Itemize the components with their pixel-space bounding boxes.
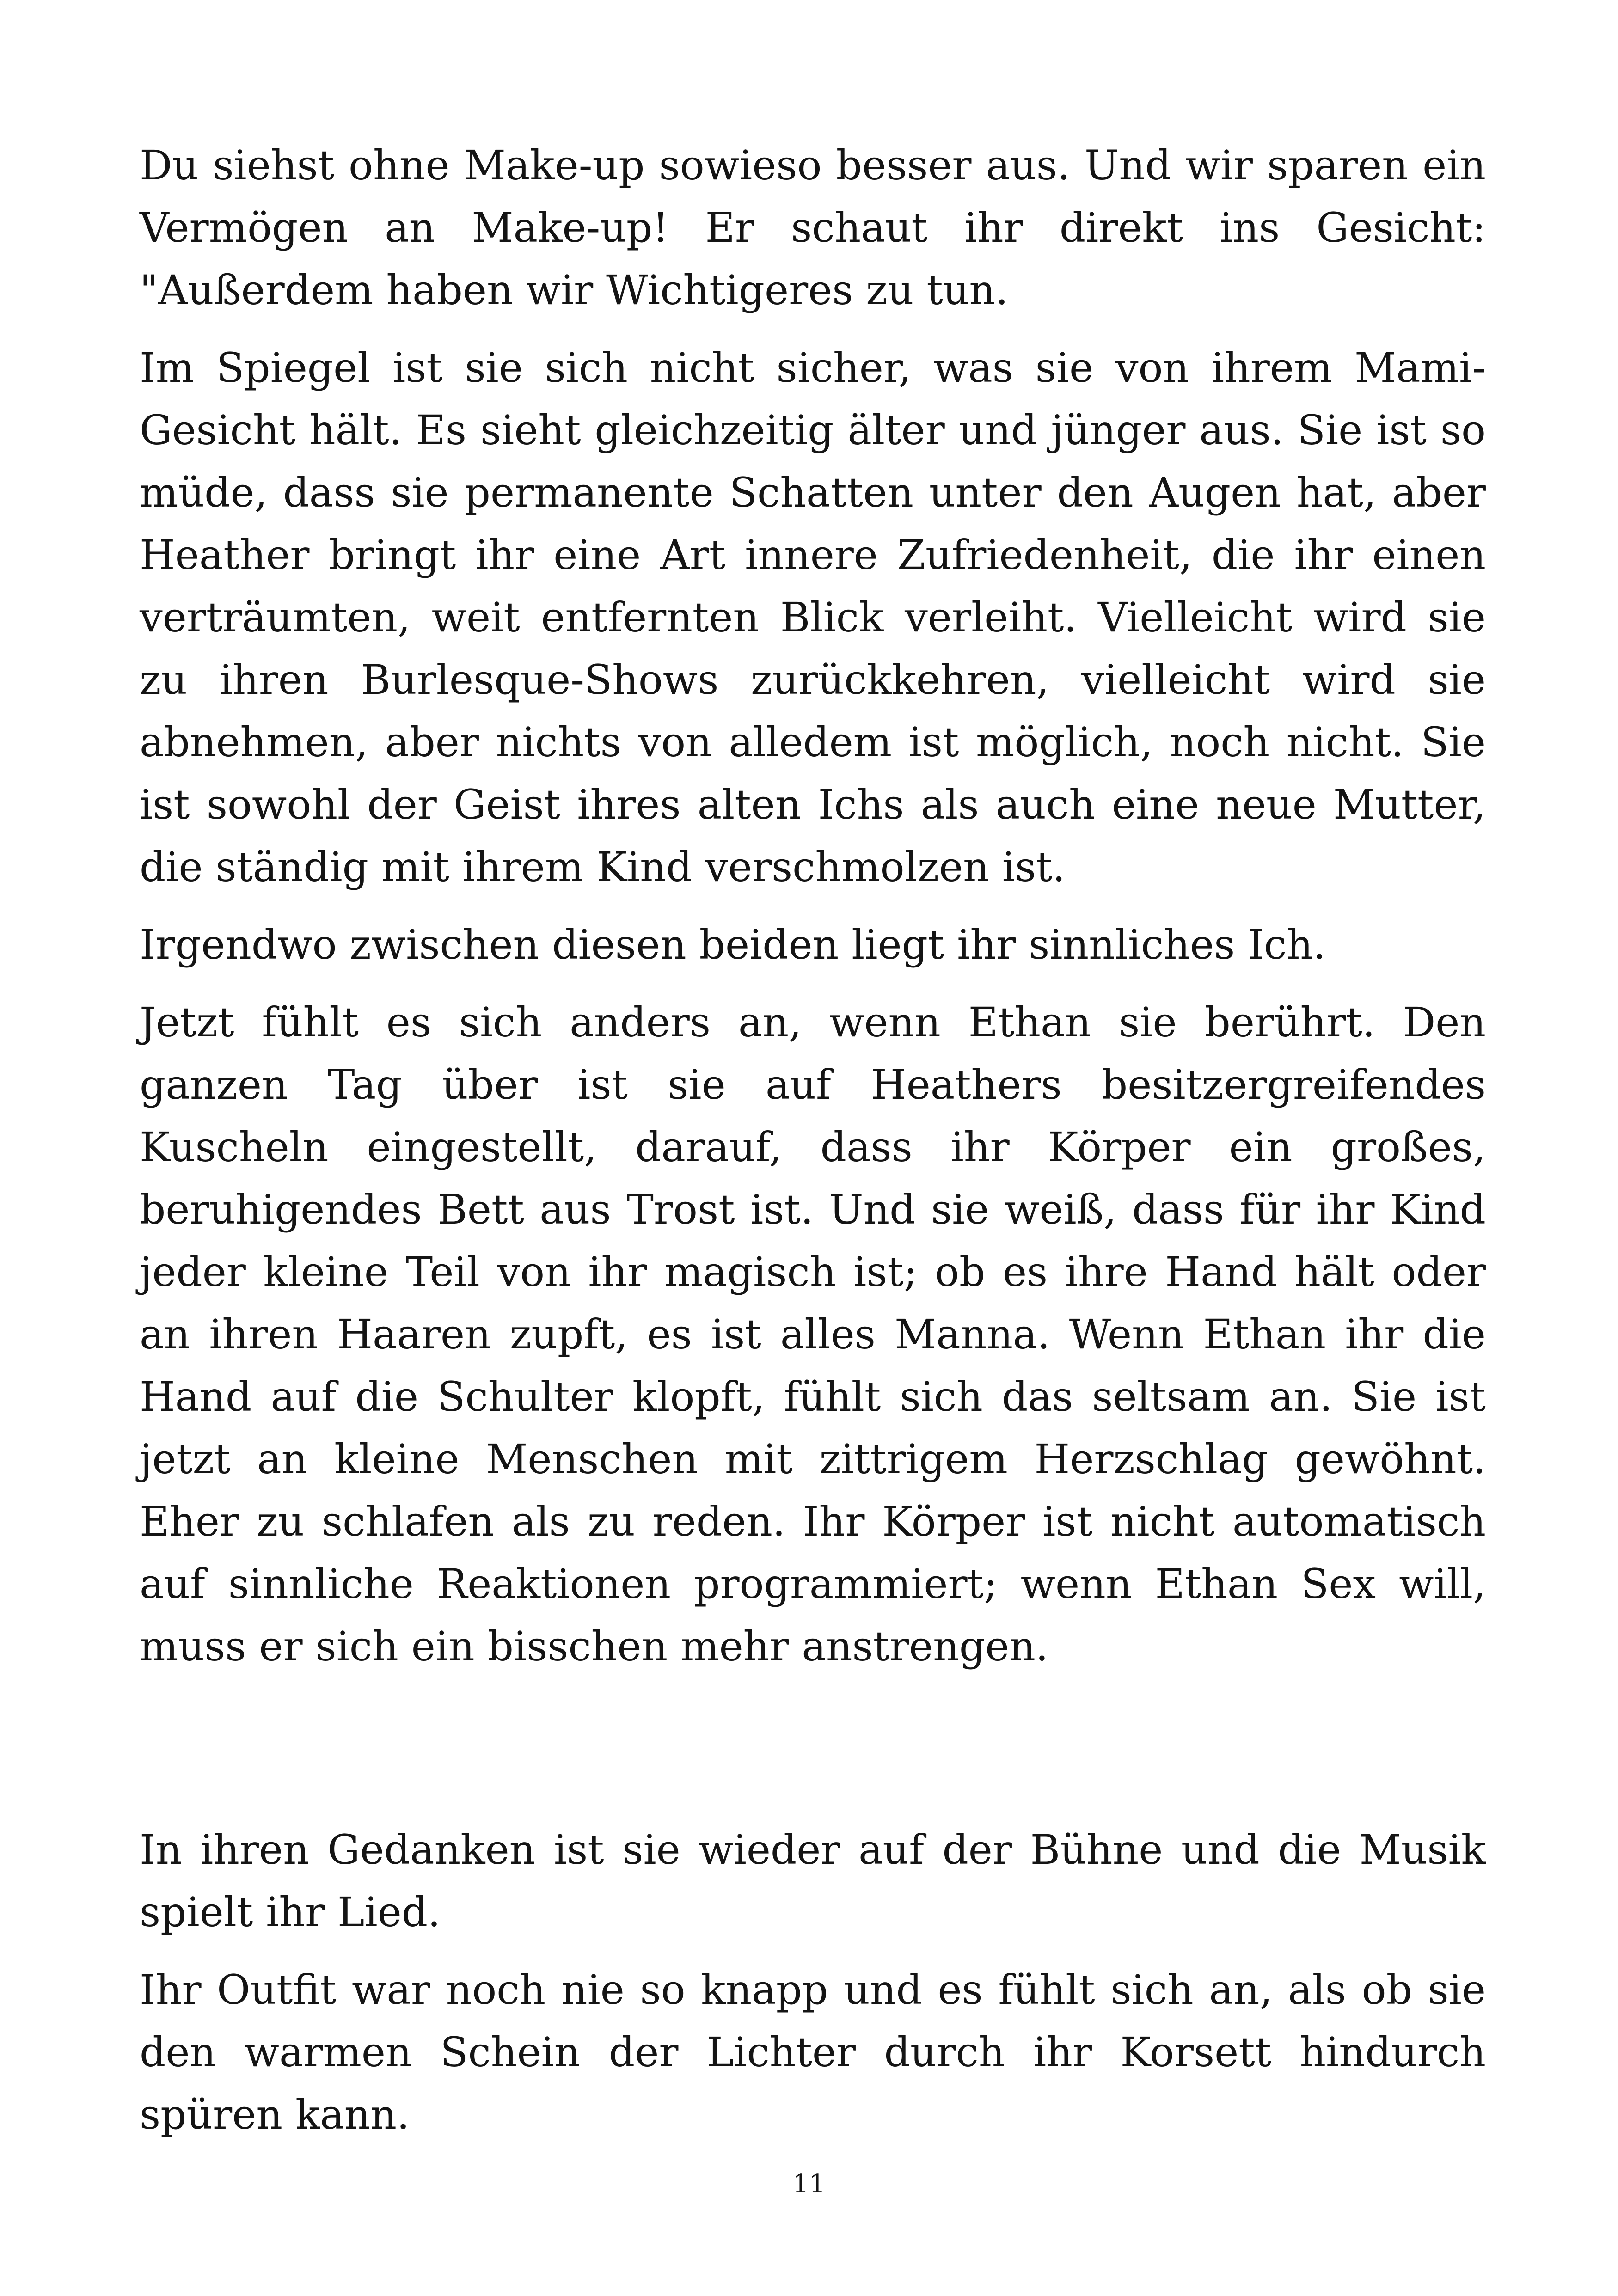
body-text [140, 134, 1486, 2146]
paragraph-stage: In ihren Gedanken ist sie wieder auf der Bühne und die Musik spielt ihr Lied. [140, 1826, 1486, 1936]
paragraph-makeup: Du siehst ohne Make-up sowieso besser aus. Und wir sparen ein Vermögen an Make-up! Er schaut ihr direkt ins Gesicht: "Außerdem haben wir Wichtigeres zu tun. [140, 141, 1486, 314]
paragraph-sensual-self: Irgendwo zwischen diesen beiden liegt ihr sinnliches Ich. [140, 921, 1326, 968]
page-number: 11 [792, 2169, 826, 2199]
paragraph-ethan-touch: Jetzt fühlt es sich anders an, wenn Ethan sie berührt. Den ganzen Tag über ist sie auf Heathers besitzergreifendes Kuscheln eingestellt, darauf, dass ihr Körper ein großes, beruhigendes Bett aus Trost ist. Und sie weiß, dass für ihr Kind jeder kleine Teil von ihr magisch ist; ob es ihre Hand hält oder an ihren Haaren zupft, es ist alles Manna. Wenn Ethan ihr die Hand auf die Schulter klopft, fühlt sich das seltsam an. Sie ist jetzt an kleine Menschen mit zittrigem Herzschlag gewöhnt. Eher zu schlafen als zu reden. Ihr Körper ist nicht automatisch auf sinnliche Reaktionen programmiert; wenn Ethan Sex will, muss er sich ein bisschen mehr anstrengen. [140, 998, 1486, 1670]
paragraph-mirror: Im Spiegel ist sie sich nicht sicher, was sie von ihrem Mami-Gesicht hält. Es sieht gleichzeitig älter und jünger aus. Sie ist so müde, dass sie permanente Schatten unter den Augen hat, aber Heather bringt ihr eine Art innere Zufriedenheit, die ihr einen verträumten, weit entfernten Blick verleiht. Vielleicht wird sie zu ihren Burlesque-Shows zurückkehren, vielleicht wird sie abnehmen, aber nichts von alledem ist möglich, noch nicht. Sie ist sowohl der Geist ihres alten Ichs als auch eine neue Mutter, die ständig mit ihrem Kind verschmolzen ist. [140, 344, 1486, 891]
paragraph-outfit: Ihr Outfit war noch nie so knapp und es fühlt sich an, als ob sie den warmen Schein der Lichter durch ihr Korsett hindurch spüren kann. [140, 1966, 1486, 2138]
